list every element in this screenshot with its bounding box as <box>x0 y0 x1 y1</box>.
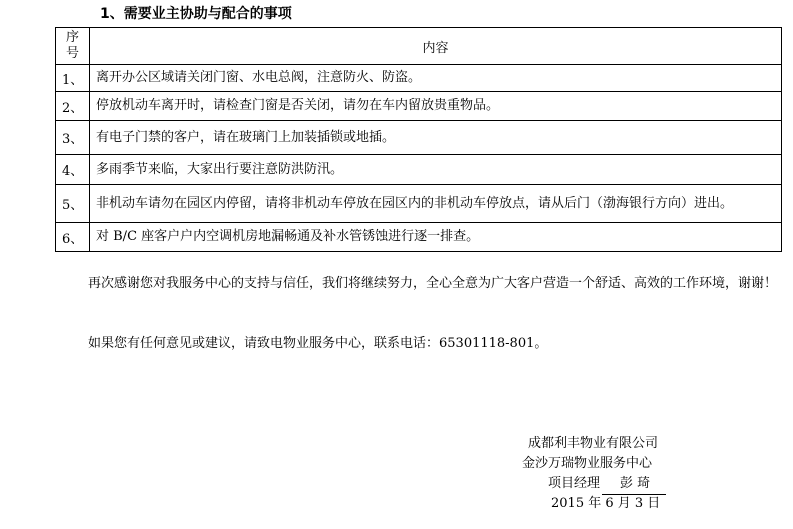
manager-name: 彭 琦 <box>602 474 666 495</box>
row-text: 离开办公区域请关闭门窗、水电总阀，注意防火、防盗。 <box>90 65 782 92</box>
row-number: 5、 <box>56 185 90 223</box>
row-number: 4、 <box>56 155 90 185</box>
table-row <box>56 65 782 92</box>
section-heading: 1、需要业主协助与配合的事项 <box>100 6 292 22</box>
header-content: 内容 <box>90 28 782 65</box>
service-center-name: 金沙万瑞物业服务中心 <box>522 456 653 471</box>
row-number: 3、 <box>56 121 90 155</box>
table-header-row <box>56 28 782 65</box>
manager-label: 项目经理 <box>548 476 601 491</box>
row-text: 有电子门禁的客户，请在玻璃门上加装插锁或地插。 <box>90 121 782 155</box>
row-text: 停放机动车离开时，请检查门窗是否关闭，请勿在车内留放贵重物品。 <box>90 92 782 121</box>
row-text: 非机动车请勿在园区内停留，请将非机动车停放在园区内的非机动车停放点，请从后门（渤海银行方向）进出。 <box>90 185 782 223</box>
contact-paragraph: 如果您有任何意见或建议，请致电物业服务中心，联系电话：65301118-801。 <box>88 336 548 351</box>
table-row <box>56 185 782 223</box>
table-row <box>56 155 782 185</box>
row-number: 6、 <box>56 223 90 252</box>
row-number: 1、 <box>56 65 90 92</box>
table-row <box>56 223 782 252</box>
company-name: 成都利丰物业有限公司 <box>528 436 659 451</box>
table-row <box>56 92 782 121</box>
items-table <box>55 27 782 252</box>
row-text: 多雨季节来临，大家出行要注意防洪防汛。 <box>90 155 782 185</box>
row-number: 2、 <box>56 92 90 121</box>
header-number: 序号 <box>56 28 90 65</box>
thanks-paragraph: 再次感谢您对我服务中心的支持与信任，我们将继续努力，全心全意为广大客户营造一个舒适、高效的工作环境，谢谢！ <box>88 276 778 291</box>
manager-line <box>548 474 666 495</box>
row-text: 对 B/C 座客户户内空调机房地漏畅通及补水管锈蚀进行逐一排查。 <box>90 223 782 252</box>
table-row <box>56 121 782 155</box>
signature-date: 2015 年 6 月 3 日 <box>551 496 661 511</box>
